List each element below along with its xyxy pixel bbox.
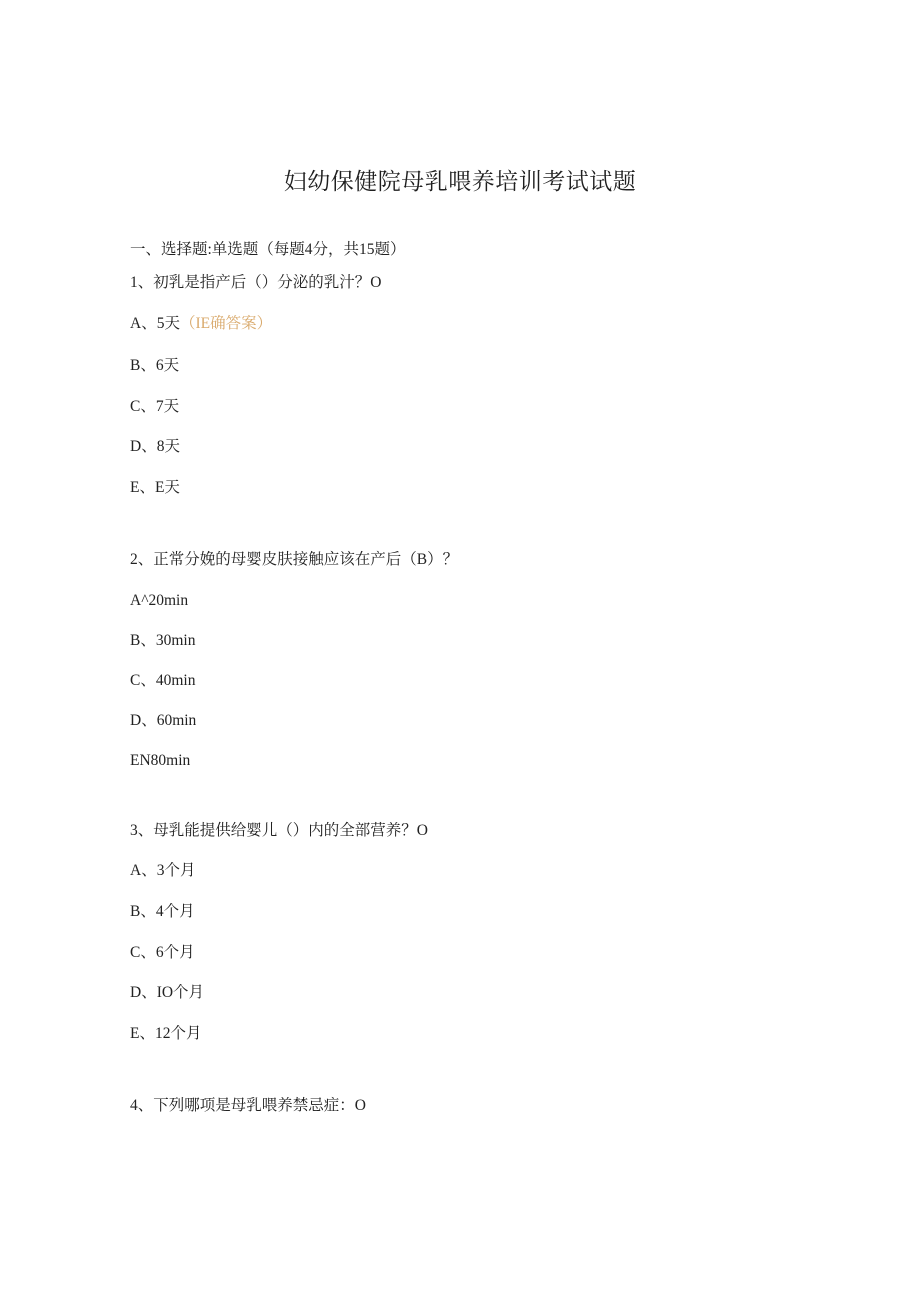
question-1-option-b: B、6天 (130, 357, 180, 374)
question-3-option-a: A、3个月 (130, 862, 196, 879)
question-1-option-c: C、7天 (130, 398, 180, 415)
question-3-option-e: E、12个月 (130, 1025, 202, 1042)
question-1-option-e: E、E天 (130, 479, 180, 496)
correct-answer-hint: （IE确答案） (179, 315, 273, 332)
question-3-option-c: C、6个月 (130, 944, 195, 961)
question-4-stem: 4、下列哪项是母乳喂养禁忌症：O (130, 1097, 366, 1114)
question-2-stem: 2、正常分娩的母婴皮肤接触应该在产后（B）？ (130, 551, 459, 568)
question-3-option-d: D、IO个月 (130, 984, 205, 1001)
question-2-option-a: A^20min (130, 592, 189, 609)
question-2-option-b: B、30min (130, 632, 196, 649)
question-3-option-b: B、4个月 (130, 903, 195, 920)
section-heading: 一、选择题:单选题（每题4分，共15题） (130, 241, 406, 258)
question-2-option-c: C、40min (130, 672, 196, 689)
question-1-stem: 1、初乳是指产后（）分泌的乳汁？O (130, 274, 382, 291)
option-text: A、5天 (130, 315, 180, 332)
question-1-option-d: D、8天 (130, 438, 180, 455)
question-2-option-e: EN80min (130, 752, 191, 769)
question-2-option-d: D、60min (130, 712, 197, 729)
document-title: 妇幼保健院母乳喂养培训考试试题 (283, 169, 637, 194)
question-3-stem: 3、母乳能提供给婴儿（）内的全部营养？O (130, 822, 428, 839)
question-1-option-a (130, 314, 272, 334)
